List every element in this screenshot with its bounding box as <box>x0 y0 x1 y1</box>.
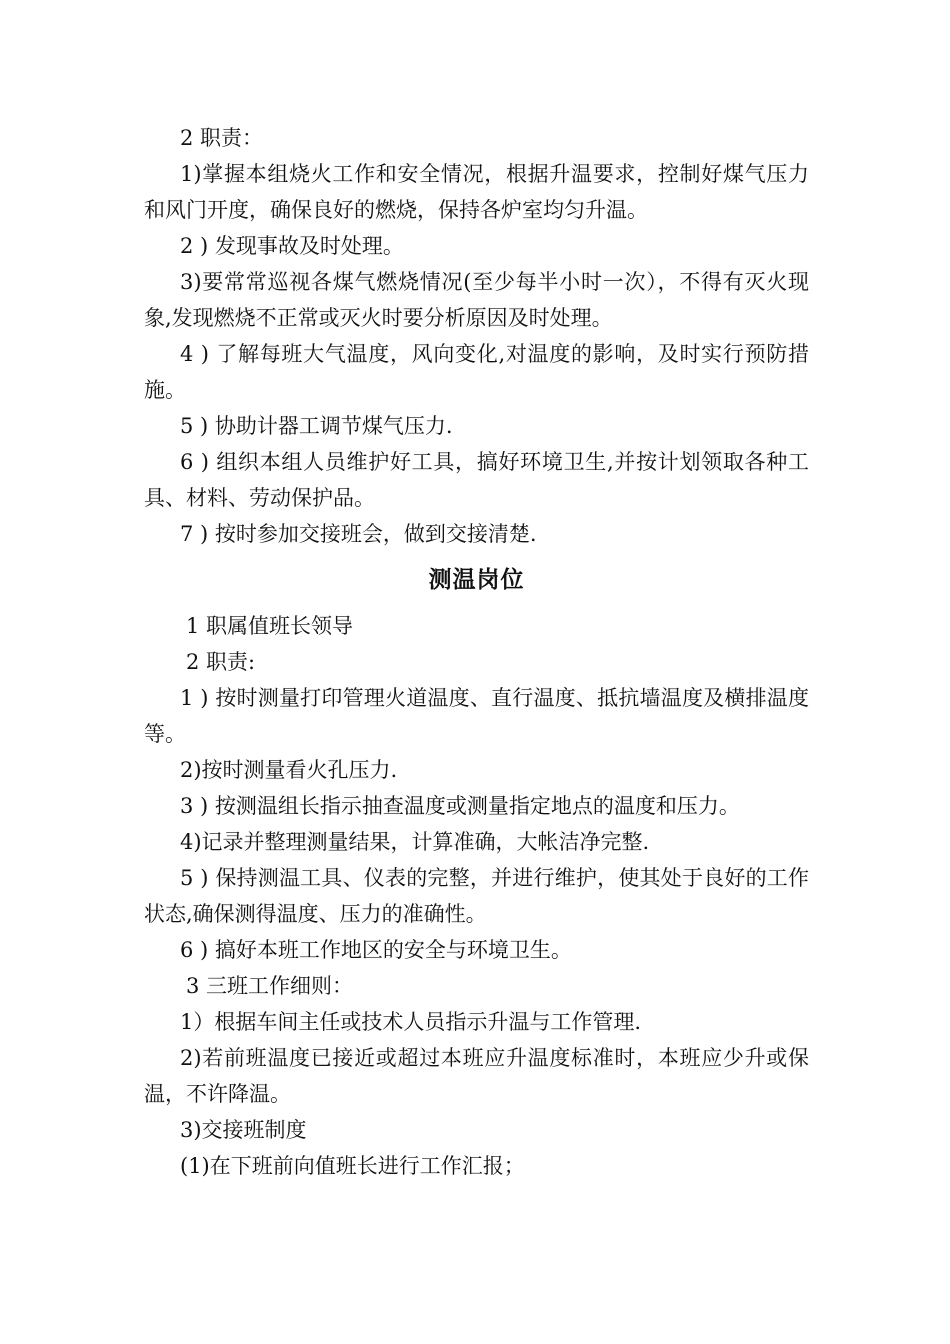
paragraph: 6 ) 搞好本班工作地区的安全与环境卫生。 <box>180 938 572 962</box>
paragraph: 5 ) 保持测温工具、仪表的完整，并进行维护，使其处于良好的工作状态,确保测得温度、压力的准确性。 <box>144 866 809 926</box>
paragraph: 2)按时测量看火孔压力. <box>180 758 398 782</box>
paragraph: 5 ) 协助计器工调节煤气压力. <box>180 414 453 438</box>
paragraph: 1)掌握本组烧火工作和安全情况，根据升温要求，控制好煤气压力和风门开度，确保良好的燃烧，保持各炉室均匀升温。 <box>144 162 809 222</box>
paragraph: 3 三班工作细则： <box>186 974 354 998</box>
paragraph: 1 ) 按时测量打印管理火道温度、直行温度、抵抗墙温度及横排温度等。 <box>144 686 809 746</box>
paragraph: 2)若前班温度已接近或超过本班应升温度标准时，本班应少升或保温，不许降温。 <box>144 1046 809 1106</box>
paragraph: 2 职责： <box>180 126 264 150</box>
paragraph: 3 ) 按测温组长指示抽查温度或测量指定地点的温度和压力。 <box>180 794 740 818</box>
paragraph: (1)在下班前向值班长进行工作汇报； <box>180 1154 525 1178</box>
paragraph: 4)记录并整理测量结果，计算准确，大帐洁净完整. <box>180 830 650 854</box>
paragraph: 2 职责: <box>186 650 256 674</box>
document-body <box>144 120 809 1184</box>
paragraph: 6 ) 组织本组人员维护好工具，搞好环境卫生,并按计划领取各种工具、材料、劳动保护品。 <box>144 450 809 510</box>
paragraph: 4 ) 了解每班大气温度，风向变化,对温度的影响，及时实行预防措施。 <box>144 342 809 402</box>
paragraph: 1 职属值班长领导 <box>186 614 354 638</box>
section-heading: 测温岗位 <box>428 567 525 593</box>
paragraph: 3)要常常巡视各煤气燃烧情况(至少每半小时一次），不得有灭火现象,发现燃烧不正常或灭火时要分析原因及时处理。 <box>144 270 809 330</box>
paragraph: 2 ) 发现事故及时处理。 <box>180 234 404 258</box>
paragraph: 3)交接班制度 <box>180 1118 307 1142</box>
paragraph: 7 ) 按时参加交接班会，做到交接清楚. <box>180 522 537 546</box>
paragraph: 1）根据车间主任或技术人员指示升温与工作管理. <box>180 1010 642 1034</box>
